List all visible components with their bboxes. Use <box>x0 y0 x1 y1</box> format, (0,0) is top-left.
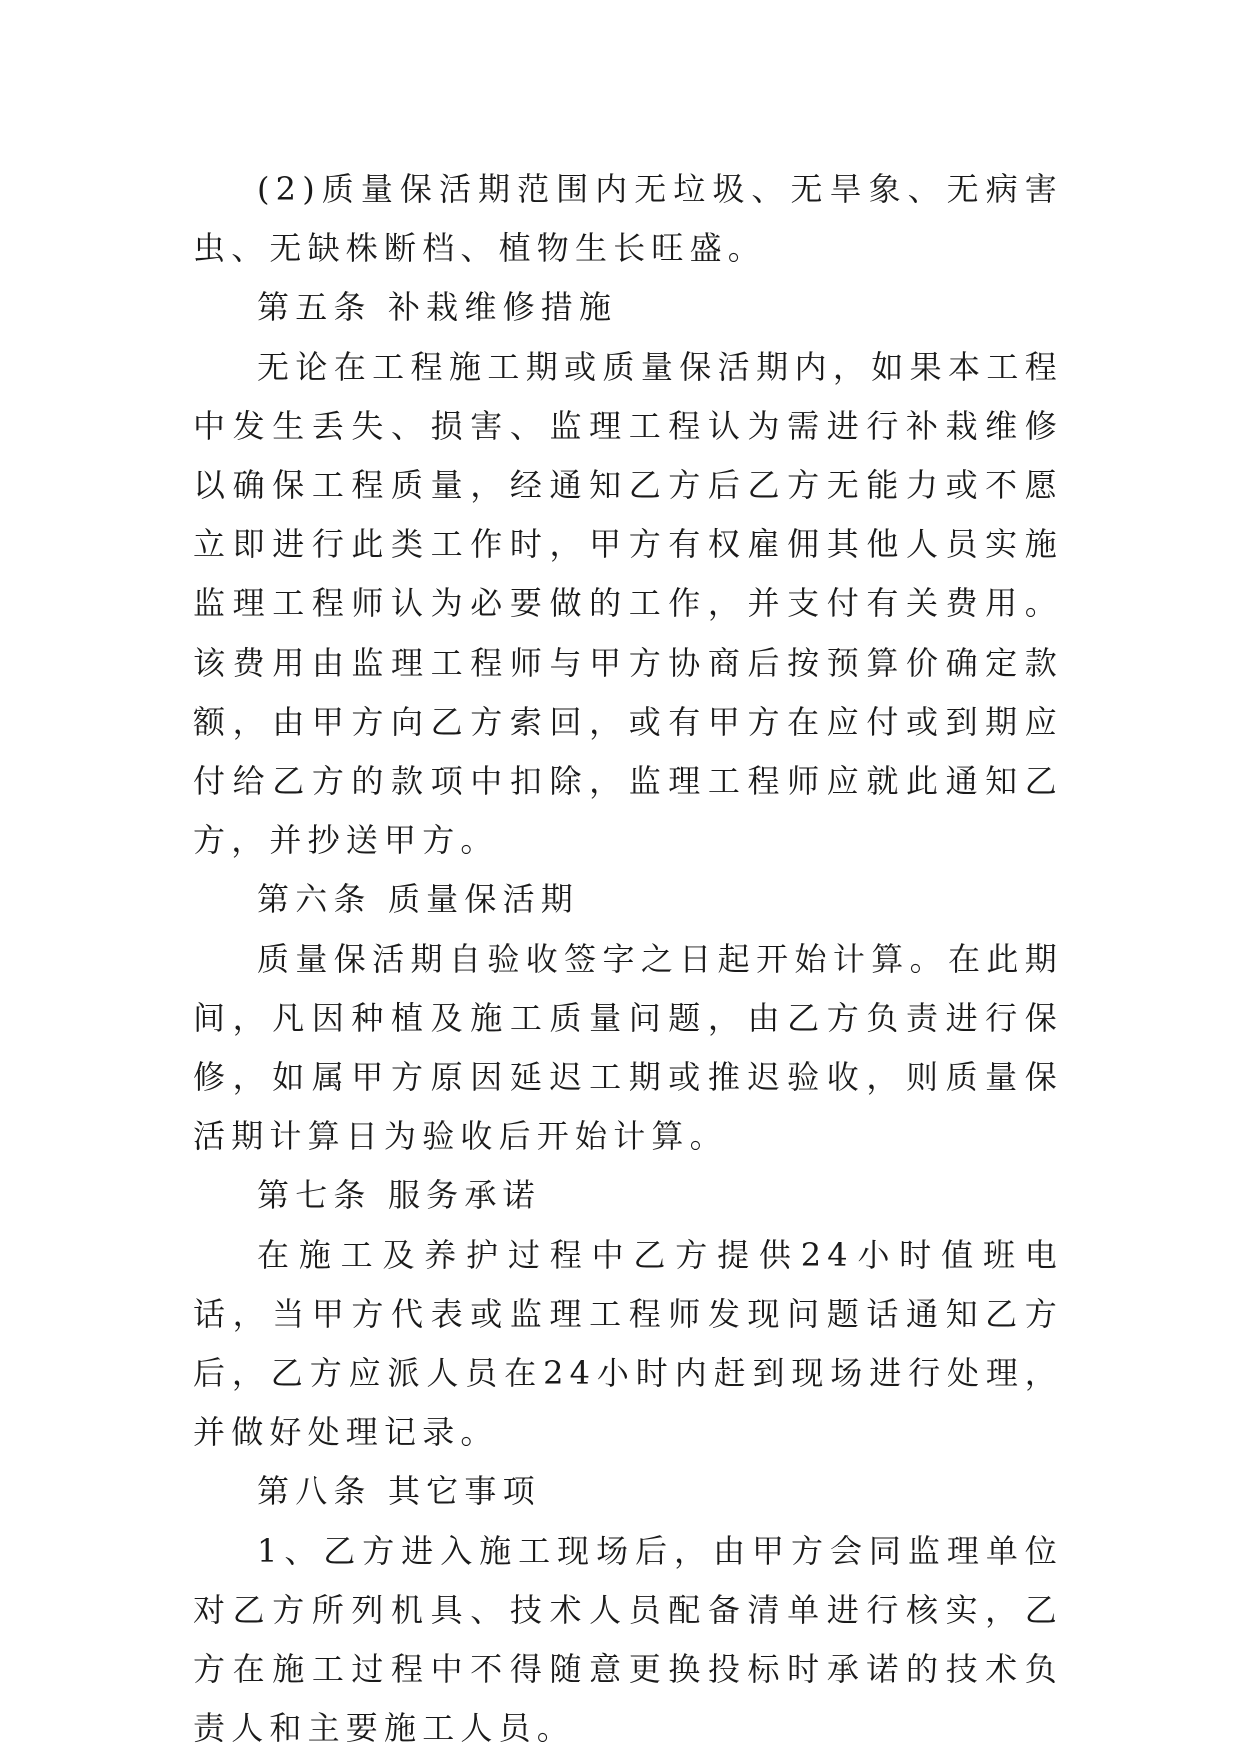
article-8-heading: 第八条 其它事项 <box>257 1472 541 1511</box>
article-7-heading: 第七条 服务承诺 <box>257 1176 541 1215</box>
paragraph-quality-criteria: (2)质量保活期范围内无垃圾、无旱象、无病害虫、无缺株断档、植物生长旺盛。 <box>193 170 1063 268</box>
document-body <box>193 160 1063 1758</box>
article-8-paragraph: 1、乙方进入施工现场后，由甲方会同监理单位对乙方所列机具、技术人员配备清单进行核实，乙方在施工过程中不得随意更换投标时承诺的技术负责人和主要施工人员。 <box>193 1531 1063 1748</box>
article-6-heading: 第六条 质量保活期 <box>257 880 579 919</box>
article-5-paragraph: 无论在工程施工期或质量保活期内，如果本工程中发生丢失、损害、监理工程认为需进行补栽维修以确保工程质量，经通知乙方后乙方无能力或不愿立即进行此类工作时，甲方有权雇佣其他人员实施监理工程师认为必要做的工作，并支付有关费用。该费用由监理工程师与甲方协商后按预算价确定款额，由甲方向乙方索回，或有甲方在应付或到期应付给乙方的款项中扣除，监理工程师应就此通知乙方，并抄送甲方。 <box>193 347 1063 860</box>
article-6-paragraph: 质量保活期自验收签字之日起开始计算。在此期间，凡因种植及施工质量问题，由乙方负责进行保修，如属甲方原因延迟工期或推迟验收，则质量保活期计算日为验收后开始计算。 <box>193 939 1063 1156</box>
article-7-paragraph: 在施工及养护过程中乙方提供24小时值班电话，当甲方代表或监理工程师发现问题话通知乙方后，乙方应派人员在24小时内赶到现场进行处理，并做好处理记录。 <box>193 1235 1063 1452</box>
article-5-heading: 第五条 补栽维修措施 <box>257 288 618 327</box>
